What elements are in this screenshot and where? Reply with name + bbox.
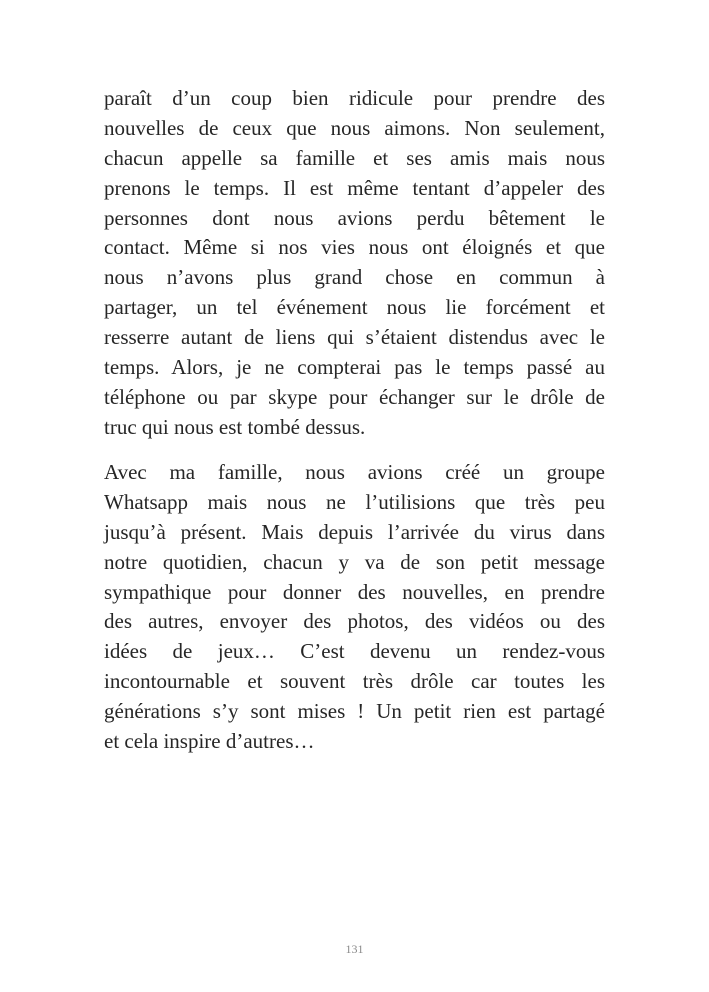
paragraph xyxy=(104,84,605,443)
text-line: et cela inspire d’autres… xyxy=(104,729,315,754)
text-line: nouvelles de ceux que nous aimons. Non seulement, xyxy=(104,115,605,140)
text-line: des autres, envoyer des photos, des vidéos ou des xyxy=(104,609,605,634)
text-line: nous n’avons plus grand chose en commun à xyxy=(104,265,605,290)
text-line: truc qui nous est tombé dessus. xyxy=(104,414,366,439)
text-line: Avec ma famille, nous avions créé un groupe xyxy=(104,460,605,484)
text-line: temps. Alors, je ne compterai pas le temps passé au xyxy=(104,355,605,380)
text-line: incontournable et souvent très drôle car toutes les xyxy=(104,669,605,694)
text-line: idées de jeux… C’est devenu un rendez-vous xyxy=(104,639,605,664)
text-line: téléphone ou par skype pour échanger sur le drôle de xyxy=(104,384,605,409)
text-line: notre quotidien, chacun y va de son petit message xyxy=(104,549,605,574)
text-line: jusqu’à présent. Mais depuis l’arrivée du virus dans xyxy=(104,519,605,544)
text-line: Whatsapp mais nous ne l’utilisions que très peu xyxy=(104,489,605,514)
text-line: chacun appelle sa famille et ses amis mais nous xyxy=(104,145,605,170)
text-line: contact. Même si nos vies nous ont éloignés et que xyxy=(104,235,605,260)
text-line: sympathique pour donner des nouvelles, en prendre xyxy=(104,579,605,604)
text-line: prenons le temps. Il est même tentant d’appeler des xyxy=(104,175,605,200)
paragraph xyxy=(104,458,605,757)
text-line: resserre autant de liens qui s’étaient distendus avec le xyxy=(104,325,605,350)
page-number: 131 xyxy=(345,942,364,956)
text-line: personnes dont nous avions perdu bêtement le xyxy=(104,205,605,230)
text-line: générations s’y sont mises ! Un petit rien est partagé xyxy=(104,699,605,724)
text-line: partager, un tel événement nous lie forcément et xyxy=(104,295,605,320)
text-line: paraît d’un coup bien ridicule pour prendre des xyxy=(104,86,605,110)
